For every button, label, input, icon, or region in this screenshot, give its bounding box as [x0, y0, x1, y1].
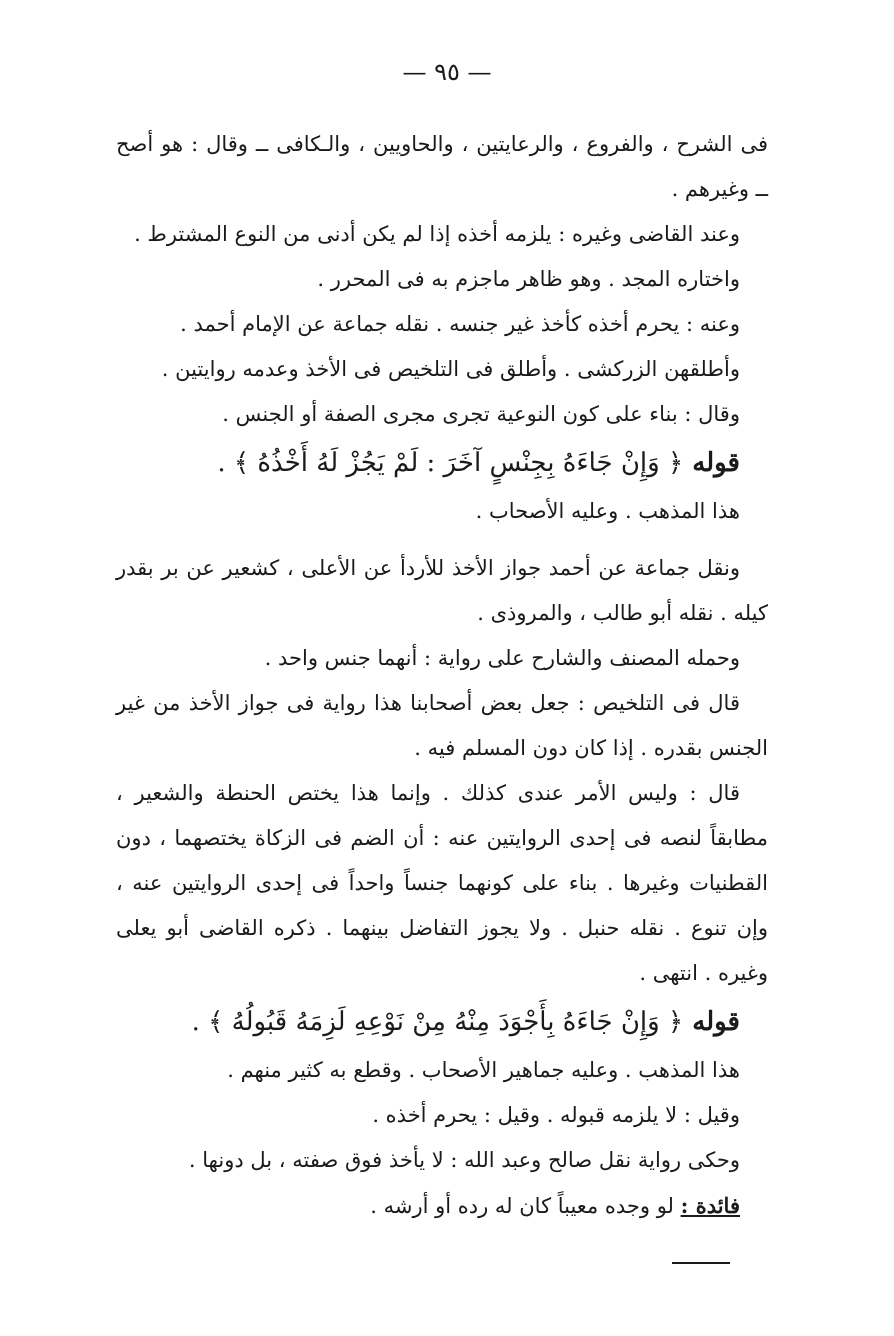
- note-label: فائدة :: [680, 1193, 740, 1218]
- quote-lead: قوله: [692, 1007, 740, 1037]
- paragraph: ونقل جماعة عن أحمد جواز الأخذ للأردأ عن الأعلى ، كشعير عن بر بقدر كيله . نقله أبو طالب ، والمروذى .: [116, 556, 768, 625]
- paragraph: قال فى التلخيص : جعل بعض أصحابنا هذا رواية فى جواز الأخذ من غير الجنس بقدره . إذا كان دون المسلم فيه .: [116, 691, 768, 760]
- paragraph: وقال : بناء على كون النوعية تجرى مجرى الصفة أو الجنس .: [222, 402, 740, 426]
- paragraph: هذا المذهب . وعليه الأصحاب .: [475, 499, 740, 523]
- quote-lead: قوله: [692, 448, 740, 478]
- end-divider: [672, 1262, 730, 1264]
- paragraph: وقيل : لا يلزمه قبوله . وقيل : يحرم أخذه .: [372, 1103, 740, 1127]
- note-paragraph: [116, 1183, 768, 1229]
- paragraph: وحمله المصنف والشارح على رواية : أنهما جنس واحد .: [264, 646, 740, 670]
- paragraph: واختاره المجد . وهو ظاهر ماجزم به فى المحرر .: [317, 267, 740, 291]
- paragraph: فى الشرح ، والفروع ، والرعايتين ، والحاويين ، والـكافى ــ وقال : هو أصح ــ وغيرهم .: [116, 132, 768, 201]
- quote-verse: ﴿ وَإِنْ جَاءَهُ بِأَجْوَدَ مِنْهُ مِنْ نَوْعِهِ لَزِمَهُ قَبُولُهُ ﴾ .: [191, 1007, 684, 1037]
- paragraph: وعنه : يحرم أخذه كأخذ غير جنسه . نقله جماعة عن الإمام أحمد .: [180, 312, 740, 336]
- paragraph: وأطلقهن الزركشى . وأطلق فى التلخيص فى الأخذ وعدمه روايتين .: [161, 357, 740, 381]
- quote-verse: ﴿ وَإِنْ جَاءَهُ بِجِنْسٍ آخَرَ : لَمْ يَجُزْ لَهُ أَخْذُهُ ﴾ .: [217, 448, 684, 478]
- page-number: — ٩٥ —: [402, 58, 492, 86]
- quoted-text-heading: [116, 437, 768, 489]
- quoted-text-heading: [116, 996, 768, 1048]
- paragraph: هذا المذهب . وعليه جماهير الأصحاب . وقطع به كثير منهم .: [227, 1058, 740, 1082]
- page-body: [116, 122, 768, 1229]
- note-text: لو وجده معيباً كان له رده أو أرشه .: [370, 1194, 674, 1218]
- paragraph: وعند القاضى وغيره : يلزمه أخذه إذا لم يكن أدنى من النوع المشترط .: [134, 222, 740, 246]
- paragraph: قال : وليس الأمر عندى كذلك . وإنما هذا يختص الحنطة والشعير ، مطابقاً لنصه فى إحدى الروايتين عنه : أن الضم فى الزكاة يختصهما ، دون القطنيات وغيرها . بناء على كونهما جنساً واحداً فى إحدى الروايتين عنه ، وإن تنوع . نقله حنبل . ولا يجوز التفاضل بينهما . ذكره القاضى أبو يعلى وغيره . انتهى .: [116, 781, 768, 985]
- paragraph: وحكى رواية نقل صالح وعبد الله : لا يأخذ فوق صفته ، بل دونها .: [188, 1148, 740, 1172]
